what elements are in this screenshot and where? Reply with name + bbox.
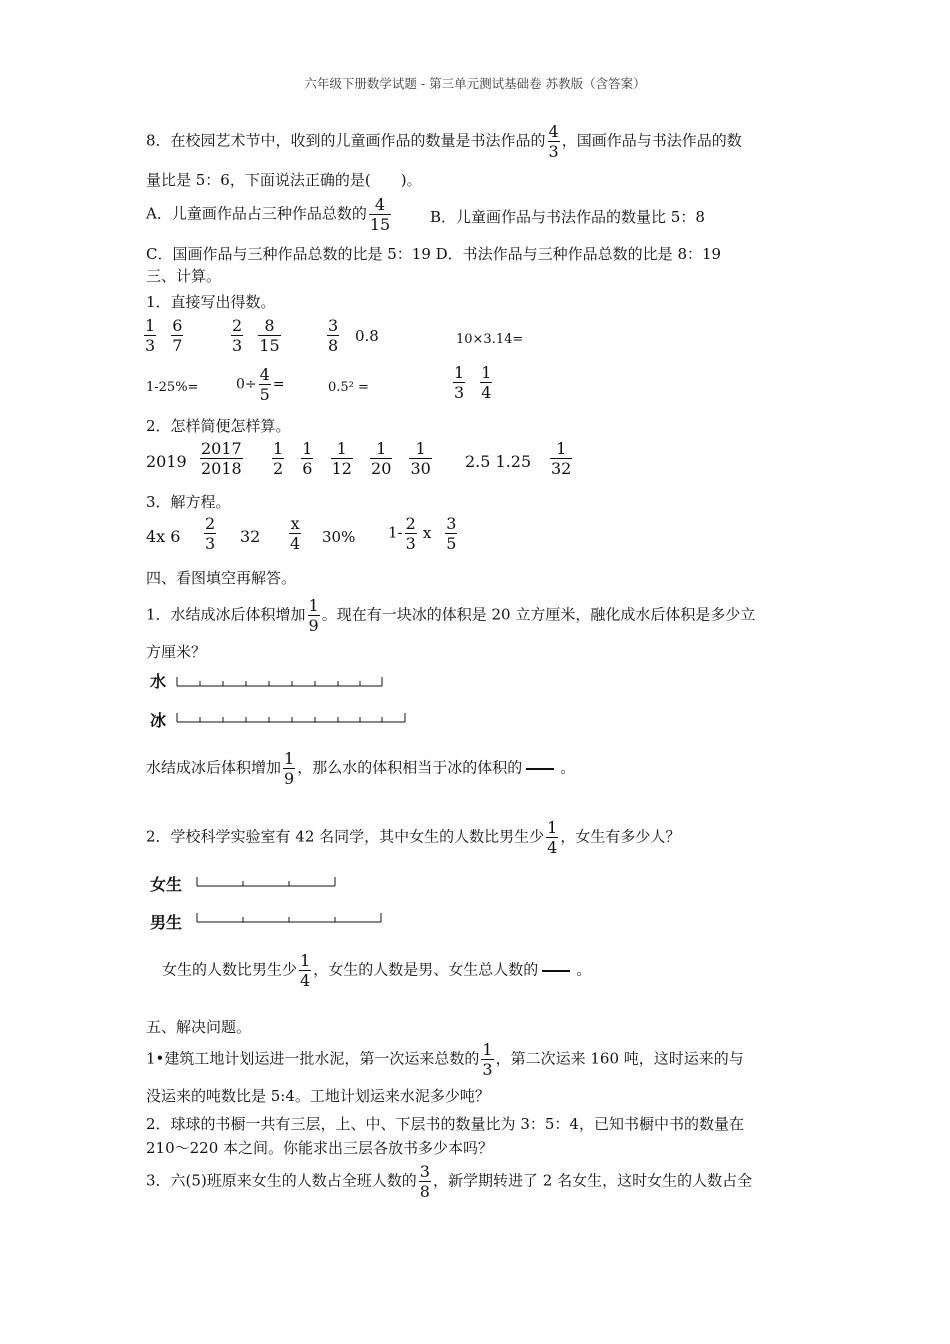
s4-q1-fill: 水结成冰后体积增加 $\frac{1}{9}$ ，那么水的体积相当于冰的体积的 。 bbox=[146, 749, 576, 788]
calc-row2-expr3: 0.5² = bbox=[328, 380, 369, 395]
calc-row1-frac1: $\frac{1}{3}$ $\frac{6}{7}$ bbox=[145, 316, 183, 355]
calc-part1-title: 1．直接写出得数。 bbox=[146, 293, 276, 311]
eq1-right: 32 bbox=[240, 527, 261, 546]
q8-text-a: 8．在校园艺术节中，收到的儿童画作品的数量是书法作品的 bbox=[146, 131, 546, 150]
s5-q3-line1: 3．六(5)班原来女生的人数占全班人数的 $\frac{3}{8}$ ，新学期转进了 2 名女生，这时女生的人数占全 bbox=[146, 1162, 753, 1201]
q8-options-cd: C．国画作品与三种作品总数的比是 5：19 D．书法作品与三种作品总数的比是 8：19 bbox=[146, 245, 722, 263]
label-girls: 女生 bbox=[150, 875, 183, 894]
eq1-frac: $\frac{2}{3}$ bbox=[205, 514, 216, 553]
eq3: 1- $\frac{2}{3}$ x $\frac{3}{5}$ bbox=[388, 514, 457, 553]
calc-row3-value1: 2019 bbox=[146, 452, 187, 471]
calc-row1-frac3: $\frac{3}{8}$ bbox=[328, 316, 339, 355]
label-boys: 男生 bbox=[150, 913, 183, 932]
fill-blank[interactable] bbox=[526, 768, 554, 770]
calc-row2-fracs: $\frac{1}{3}$ $\frac{1}{4}$ bbox=[454, 363, 492, 402]
eq1-left: 4x 6 bbox=[146, 527, 181, 546]
s5-q1-line2: 没运来的吨数比是 5:4。工地计划运来水泥多少吨？ bbox=[146, 1087, 490, 1105]
ice-line bbox=[176, 712, 408, 724]
s5-q1-line1: 1•建筑工地计划运进一批水泥，第一次运来总数的 $\frac{1}{3}$ ，第二次运来 160 吨，这时运来的与 bbox=[146, 1040, 744, 1079]
water-segment-diagram bbox=[176, 676, 386, 688]
s4-q1-line1: 1．水结成冰后体积增加 $\frac{1}{9}$ 。现在有一块冰的体积是 20 立方厘米，融化成水后体积是多少立 bbox=[146, 596, 756, 635]
q8-text-b: ，国画作品与书法作品的数 bbox=[561, 131, 742, 150]
section-4-title: 四、看图填空再解答。 bbox=[146, 569, 297, 587]
q8-option-a: A．儿童画作品占三种作品总数的 $\frac{4}{15}$ bbox=[146, 195, 391, 234]
calc-row1-value: 0.8 bbox=[355, 327, 379, 345]
q8-option-b: B．儿童画作品与书法作品的数量比 5：8 bbox=[430, 208, 705, 226]
calc-row1-expr: 10×3.14= bbox=[456, 332, 524, 347]
label-water: 水 bbox=[150, 672, 167, 691]
calc-part2-title: 2．怎样简便怎样算。 bbox=[146, 417, 291, 435]
calc-row3-frac-a: $\frac{2017}{2018}$ bbox=[201, 439, 242, 478]
water-line bbox=[176, 676, 386, 688]
s5-q2-line2: 210～220 本之间。你能求出三层各放书多少本吗？ bbox=[146, 1139, 494, 1157]
label-ice: 冰 bbox=[150, 711, 167, 730]
calc-row3-frac-b: $\frac{1}{32}$ bbox=[551, 439, 572, 478]
calc-row2-expr1: 1-25%= bbox=[146, 380, 199, 395]
girls-line bbox=[196, 876, 338, 888]
page-header: 六年级下册数学试题 - 第三单元测试基础卷 苏教版（含答案） bbox=[304, 76, 646, 91]
section-3-title: 三、计算。 bbox=[146, 267, 222, 285]
calc-row1-frac2: $\frac{2}{3}$ $\frac{8}{15}$ bbox=[232, 316, 280, 355]
s5-q2-line1: 2．球球的书橱一共有三层，上、中、下层书的数量比为 3：5：4，已知书橱中书的数量在 bbox=[146, 1115, 744, 1133]
fraction: $\frac{4}{15}$ bbox=[369, 195, 391, 234]
s4-q1-line2: 方厘米？ bbox=[146, 643, 207, 661]
calc-row3-frac-series: $\frac{1}{2}$ $\frac{1}{6}$ $\frac{1}{12}$ $\frac{1}{20}$ $\frac{1}{30}$ bbox=[273, 439, 431, 478]
boys-line bbox=[196, 912, 384, 924]
eq2-frac: $\frac{x}{4}$ bbox=[290, 514, 301, 553]
fill-blank[interactable] bbox=[542, 970, 570, 972]
calc-row3-value2: 2.5 1.25 bbox=[465, 452, 532, 471]
boys-segment-diagram bbox=[196, 912, 384, 924]
calc-part3-title: 3．解方程。 bbox=[146, 493, 231, 511]
ice-segment-diagram bbox=[176, 712, 408, 724]
s4-q2-line1: 2．学校科学实验室有 42 名同学，其中女生的人数比男生少 $\frac{1}{4}$ ，女生有多少人？ bbox=[146, 818, 681, 857]
fraction: $\frac{4}{3}$ bbox=[548, 122, 559, 161]
girls-segment-diagram bbox=[196, 876, 338, 888]
section-5-title: 五、解决问题。 bbox=[146, 1018, 252, 1036]
q8-line1 bbox=[146, 122, 742, 161]
s4-q2-fill: 女生的人数比男生少 $\frac{1}{4}$ ，女生的人数是男、女生总人数的 。 bbox=[162, 951, 592, 990]
calc-row2-expr2: 0÷ $\frac{4}{5}$ = bbox=[236, 365, 285, 404]
eq2-right: 30% bbox=[322, 528, 356, 546]
q8-line2: 量比是 5：6，下面说法正确的是( )。 bbox=[146, 171, 422, 189]
